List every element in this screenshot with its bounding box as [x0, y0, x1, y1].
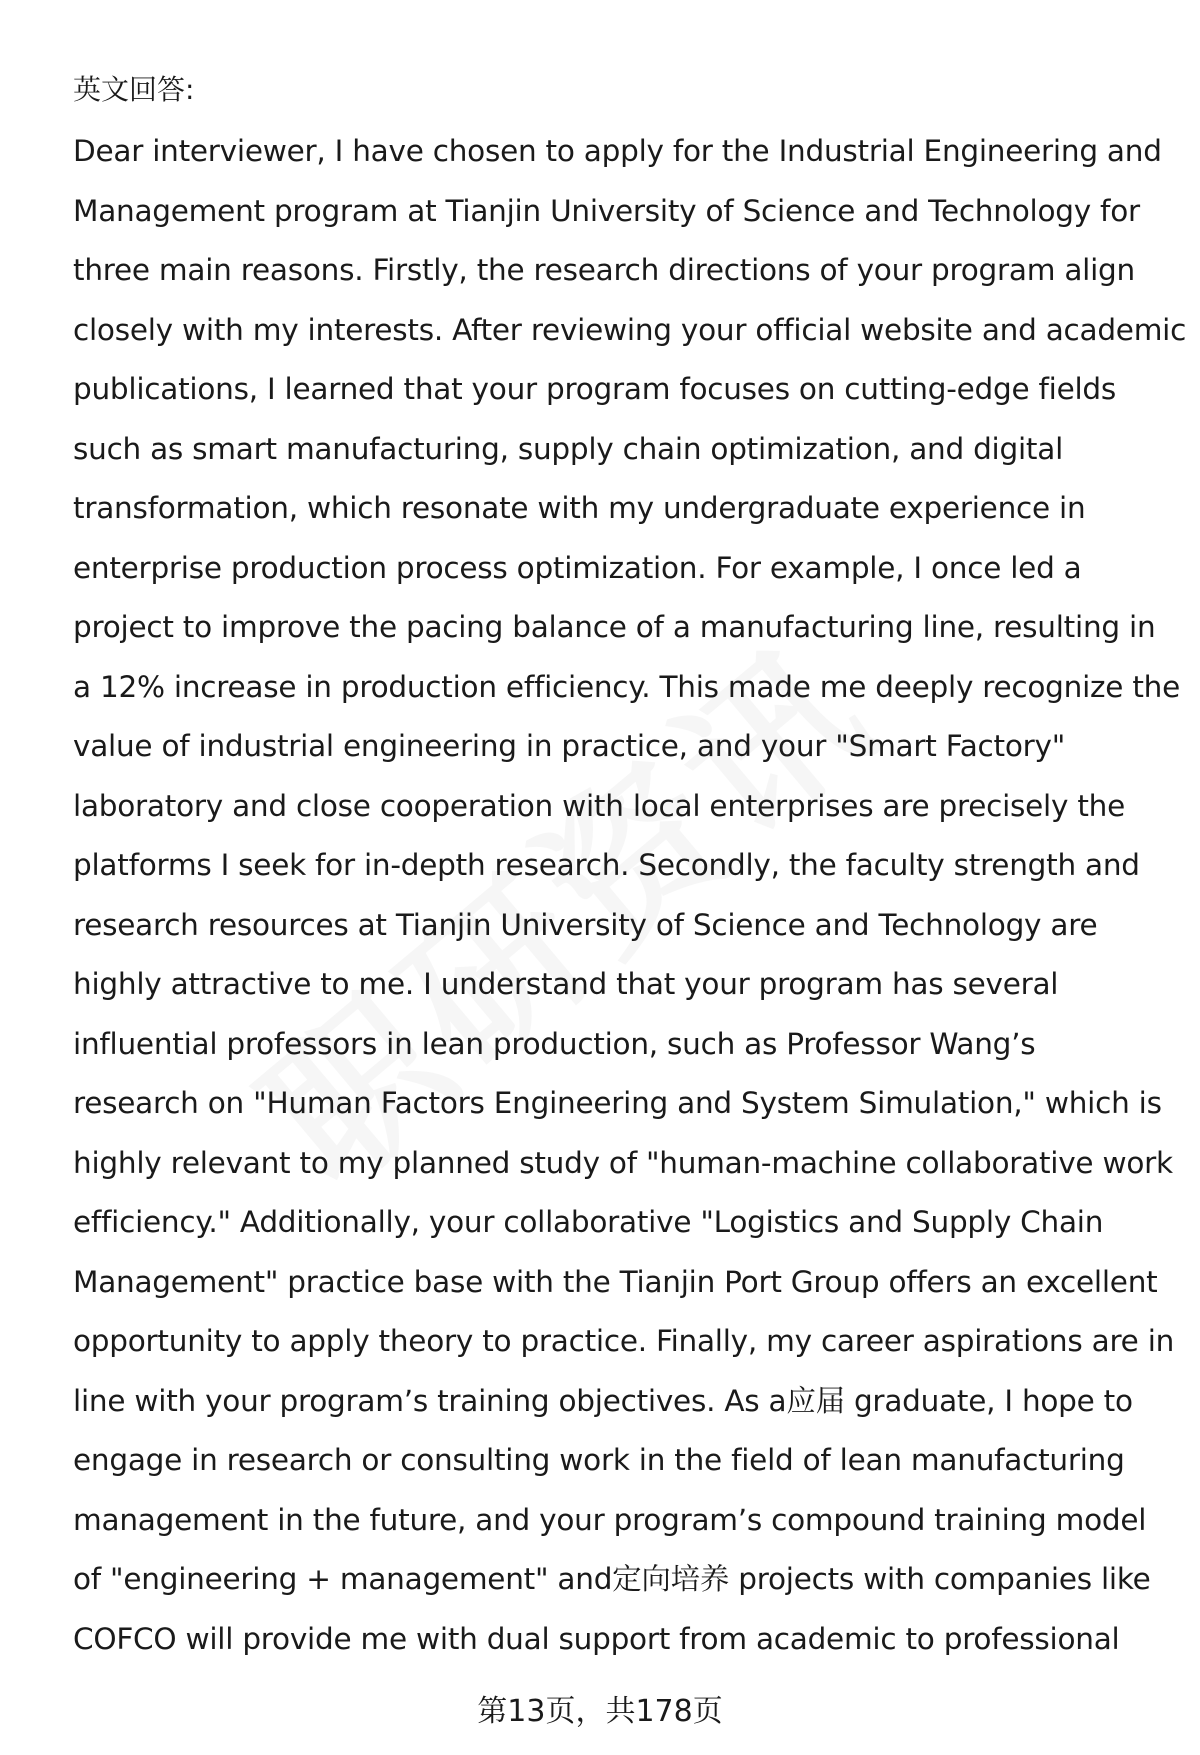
text-line: Management" practice base with the Tianjin Port Group offers an excellent	[73, 1264, 1158, 1299]
page-indicator: 第13页，共178页	[477, 1694, 723, 1729]
text-line: research on "Human Factors Engineering and System Simulation," which is	[73, 1086, 1162, 1120]
text-line: such as smart manufacturing, supply chain optimization, and digital	[73, 431, 1064, 466]
text-line: transformation, which resonate with my undergraduate experience in	[73, 491, 1086, 525]
text-line: efficiency." Additionally, your collaborative "Logistics and Supply Chain	[73, 1205, 1104, 1239]
text-line: highly attractive to me. I understand that your program has several	[73, 967, 1059, 1001]
text-line: platforms I seek for in-depth research. Secondly, the faculty strength and	[73, 848, 1140, 882]
text-line: research resources at Tianjin University of Science and Technology are	[73, 907, 1098, 942]
text-line: line with your program’s training objectives. As a应届 graduate, I hope to	[73, 1383, 1133, 1418]
text-line: value of industrial engineering in practice, and your "Smart Factory"	[73, 729, 1066, 763]
text-line: enterprise production process optimization. For example, I once led a	[73, 550, 1082, 585]
text-line: COFCO will provide me with dual support from academic to professional	[73, 1621, 1120, 1656]
text-line: management in the future, and your program’s compound training model	[73, 1502, 1147, 1537]
answer-body	[73, 122, 1186, 1669]
text-line: laboratory and close cooperation with local enterprises are precisely the	[73, 788, 1126, 823]
text-line: Management program at Tianjin University of Science and Technology for	[73, 193, 1140, 228]
text-line: a 12% increase in production efficiency. This made me deeply recognize the	[73, 669, 1180, 704]
text-line: engage in research or consulting work in the field of lean manufacturing	[73, 1443, 1125, 1477]
section-label: 英文回答:	[73, 73, 195, 106]
text-line: opportunity to apply theory to practice. Finally, my career aspirations are in	[73, 1324, 1175, 1358]
text-line: publications, I learned that your program focuses on cutting-edge fields	[73, 372, 1117, 406]
text-line: closely with my interests. After reviewing your official website and academic	[73, 312, 1187, 347]
text-line: highly relevant to my planned study of "human-machine collaborative work	[73, 1145, 1173, 1180]
text-line: influential professors in lean production, such as Professor Wang’s	[73, 1026, 1036, 1061]
text-line: three main reasons. Firstly, the research directions of your program align	[73, 253, 1135, 287]
text-line: project to improve the pacing balance of a manufacturing line, resulting in	[73, 610, 1156, 644]
text-line: Dear interviewer, I have chosen to apply for the Industrial Engineering and	[73, 134, 1162, 168]
text-line: of "engineering + management" and定向培养 projects with companies like	[73, 1562, 1151, 1596]
